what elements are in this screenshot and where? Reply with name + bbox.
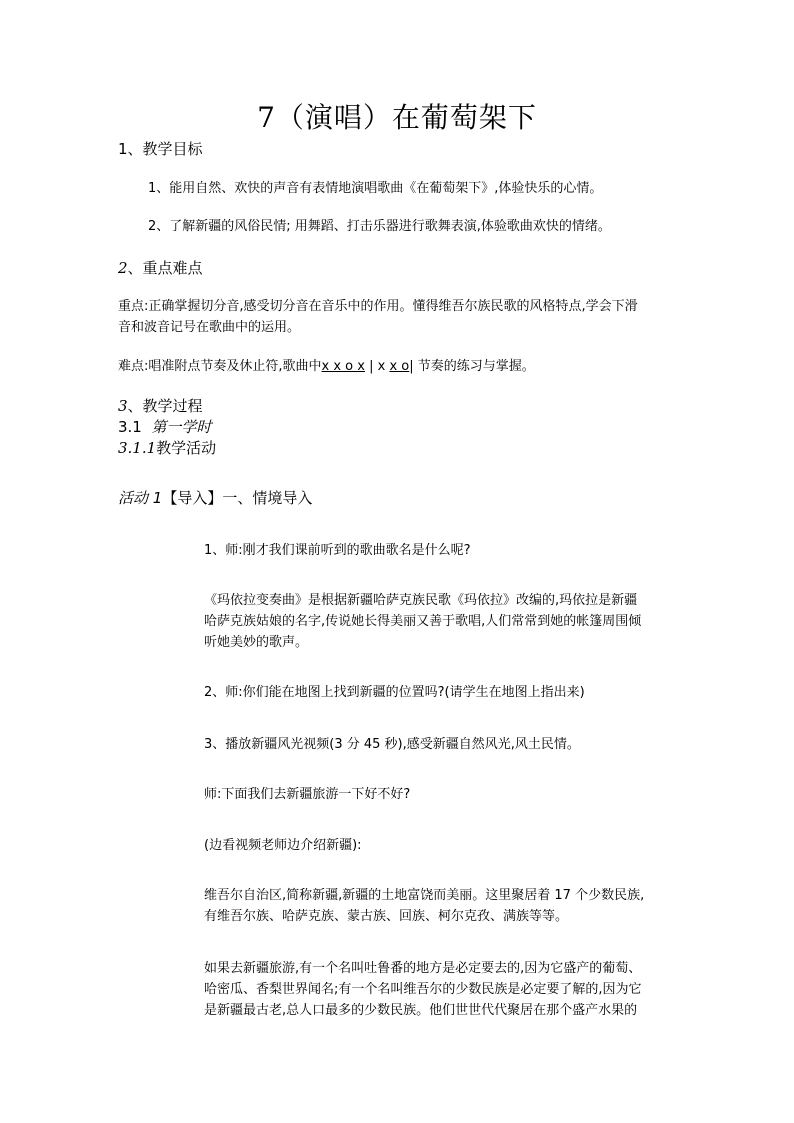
question-4: 师:下面我们去新疆旅游一下好不好? bbox=[204, 787, 411, 802]
key-points-line-1: 重点:正确掌握切分音,感受切分音在音乐中的作用。懂得维吾尔族民歌的风格特点,学会下滑 bbox=[118, 299, 638, 314]
page-title: 7（演唱）在葡萄架下 bbox=[257, 101, 537, 134]
key-points-line-2: 音和波音记号在歌曲中的运用。 bbox=[118, 320, 301, 335]
question-1: 1、师:刚才我们课前听到的歌曲歌名是什么呢? bbox=[204, 543, 471, 558]
section-heading-key-points bbox=[118, 258, 203, 278]
section-heading-text: 、重点难点 bbox=[127, 259, 203, 277]
activity-title: 【导入】一、情境导入 bbox=[162, 489, 313, 507]
activity-label: 活动 1 bbox=[118, 489, 163, 507]
section-heading-text: 、教学过程 bbox=[127, 397, 203, 415]
difficulty-suffix: | 节奏的练习与掌握。 bbox=[409, 359, 535, 374]
section-heading-goals: 1、教学目标 bbox=[118, 140, 203, 158]
question-3: 3、播放新疆风光视频(3 分 45 秒),感受新疆自然风光,风土民情。 bbox=[204, 737, 580, 752]
paragraph-3-line-1: 如果去新疆旅游,有一个名叫吐鲁番的地方是必定要去的,因为它盛产的葡萄、 bbox=[204, 961, 642, 976]
paragraph-2-line-1: 维吾尔自治区,简称新疆,新疆的土地富饶而美丽。这里聚居着 17 个少数民族, bbox=[204, 888, 645, 903]
difficulty-prefix: 难点:唱准附点节奏及休止符,歌曲中 bbox=[118, 359, 322, 374]
section-number: 2 bbox=[118, 259, 128, 277]
paragraph-3-line-2: 哈密瓜、香梨世界闻名;有一个名叫维吾尔的少数民族是必定要了解的,因为它 bbox=[204, 982, 642, 997]
rhythm-notation-a: x x o x bbox=[321, 359, 365, 374]
note-video: (边看视频老师边介绍新疆): bbox=[204, 838, 362, 853]
paragraph-1-line-3: 听她美妙的歌声。 bbox=[204, 635, 309, 650]
paragraph-3-line-3: 是新疆最古老,总人口最多的少数民族。他们世世代代聚居在那个盛产水果的 bbox=[204, 1003, 638, 1018]
question-2: 2、师:你们能在地图上找到新疆的位置吗?(请学生在地图上指出来) bbox=[204, 685, 585, 700]
paragraph-1-line-1: 《玛依拉变奏曲》是根据新疆哈萨克族民歌《玛依拉》改编的,玛依拉是新疆 bbox=[204, 593, 638, 608]
section-heading-process bbox=[118, 396, 203, 416]
subsection-lesson-1 bbox=[118, 417, 211, 437]
subsection-number: 3.1 bbox=[118, 418, 142, 436]
goal-item-1: 1、能用自然、欢快的声音有表情地演唱歌曲《在葡萄架下》,体验快乐的心情。 bbox=[148, 181, 603, 196]
difficulty-line bbox=[118, 358, 535, 375]
paragraph-2-line-2: 有维吾尔族、哈萨克族、蒙古族、回族、柯尔克孜、满族等等。 bbox=[204, 909, 569, 924]
rhythm-separator: | x bbox=[364, 359, 390, 374]
subsection-activities bbox=[118, 438, 216, 458]
subsection-text: 第一学时 bbox=[151, 418, 212, 436]
goal-item-2: 2、了解新疆的风俗民情; 用舞蹈、打击乐器进行歌舞表演,体验歌曲欢快的情绪。 bbox=[148, 219, 611, 234]
activity-heading bbox=[118, 488, 312, 508]
subsection-number: 3.1.1 bbox=[118, 439, 157, 457]
subsection-text: 教学活动 bbox=[156, 439, 217, 457]
paragraph-1-line-2: 哈萨克族姑娘的名字,传说她长得美丽又善于歌唱,人们常常到她的帐篷周围倾 bbox=[204, 614, 642, 629]
rhythm-notation-b: x o bbox=[389, 359, 410, 374]
section-number: 3 bbox=[118, 397, 128, 415]
